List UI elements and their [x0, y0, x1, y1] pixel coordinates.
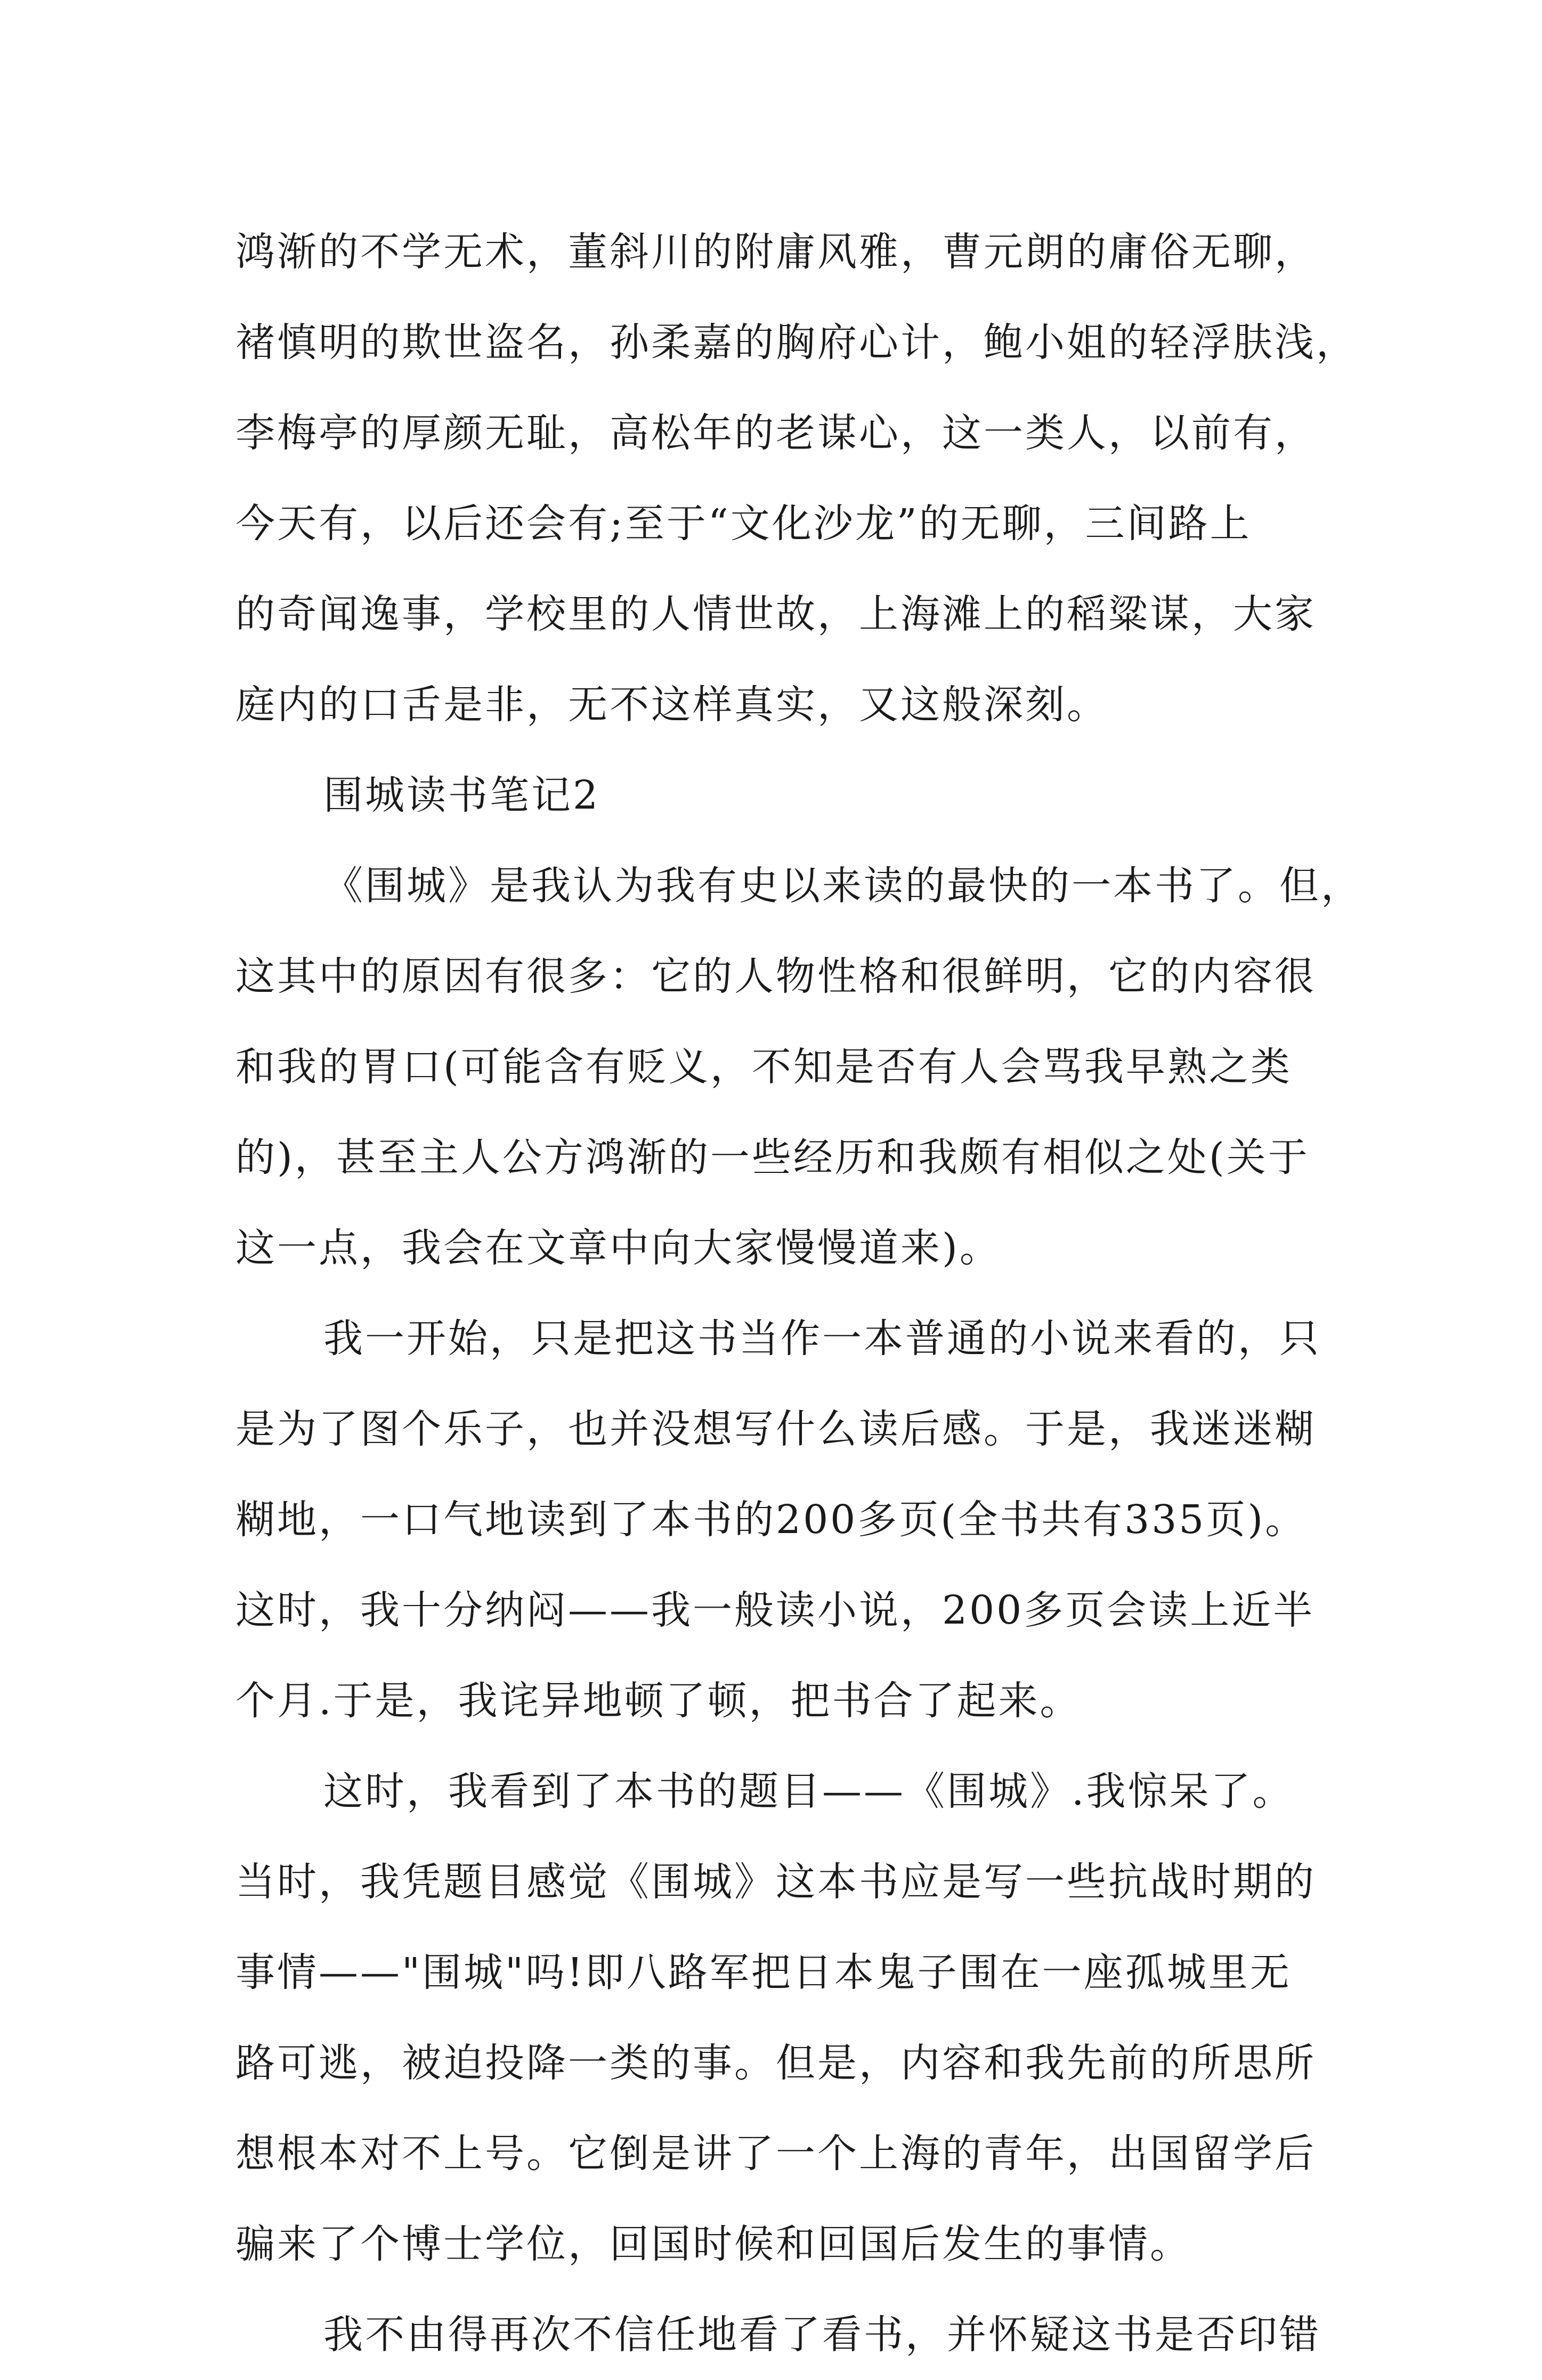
text-line: 的奇闻逸事，学校里的人情世故，上海滩上的稻粱谋，大家 [236, 591, 1316, 637]
text-line: 糊地，一口气地读到了本书的200多页(全书共有335页)。 [236, 1497, 1307, 1543]
text-line: 路可逃，被迫投降一类的事。但是，内容和我先前的所思所 [236, 2040, 1316, 2086]
text-line: 今天有，以后还会有;至于“文化沙龙”的无聊，三间路上 [236, 501, 1252, 547]
section-heading: 围城读书笔记2 [323, 772, 600, 818]
text-line: 鸿渐的不学无术，董斜川的附庸风雅，曹元朗的庸俗无聊， [236, 229, 1316, 275]
text-line: 这时，我看到了本书的题目——《围城》.我惊呆了。 [323, 1768, 1294, 1814]
text-line: 《围城》是我认为我有史以来读的最快的一本书了。但， [323, 863, 1362, 909]
text-line: 想根本对不上号。它倒是讲了一个上海的青年，出国留学后 [236, 2131, 1316, 2177]
text-line: 我一开始，只是把这书当作一本普通的小说来看的，只 [323, 1316, 1321, 1362]
text-line: 李梅亭的厚颜无耻，高松年的老谋心，这一类人，以前有， [236, 410, 1316, 456]
body-text [236, 207, 1362, 2380]
text-line: 骗来了个博士学位，回国时候和回国后发生的事情。 [236, 2221, 1191, 2267]
text-line: 个月.于是，我诧异地顿了顿，把书合了起来。 [236, 1678, 1082, 1724]
text-line: 和我的胃口(可能含有贬义，不知是否有人会骂我早熟之类 [236, 1044, 1292, 1090]
text-line: 褚慎明的欺世盗名，孙柔嘉的胸府心计，鲍小姐的轻浮肤浅， [236, 320, 1358, 365]
text-line: 这时，我十分纳闷——我一般读小说，200多页会读上近半 [236, 1587, 1315, 1633]
text-line: 的)，甚至主人公方鸿渐的一些经历和我颇有相似之处(关于 [236, 1135, 1310, 1180]
text-line: 当时，我凭题目感觉《围城》这本书应是写一些抗战时期的 [236, 1859, 1316, 1905]
text-line: 这一点，我会在文章中向大家慢慢道来)。 [236, 1225, 1001, 1271]
text-line: 事情——"围城"吗!即八路军把日本鬼子围在一座孤城里无 [236, 1950, 1292, 1995]
text-line: 我不由得再次不信任地看了看书，并怀疑这书是否印错 [323, 2312, 1321, 2358]
text-line: 是为了图个乐子，也并没想写什么读后感。于是，我迷迷糊 [236, 1406, 1316, 1452]
text-line: 这其中的原因有很多：它的人物性格和很鲜明，它的内容很 [236, 953, 1316, 999]
text-line: 庭内的口舌是非，无不这样真实，又这般深刻。 [236, 682, 1108, 728]
